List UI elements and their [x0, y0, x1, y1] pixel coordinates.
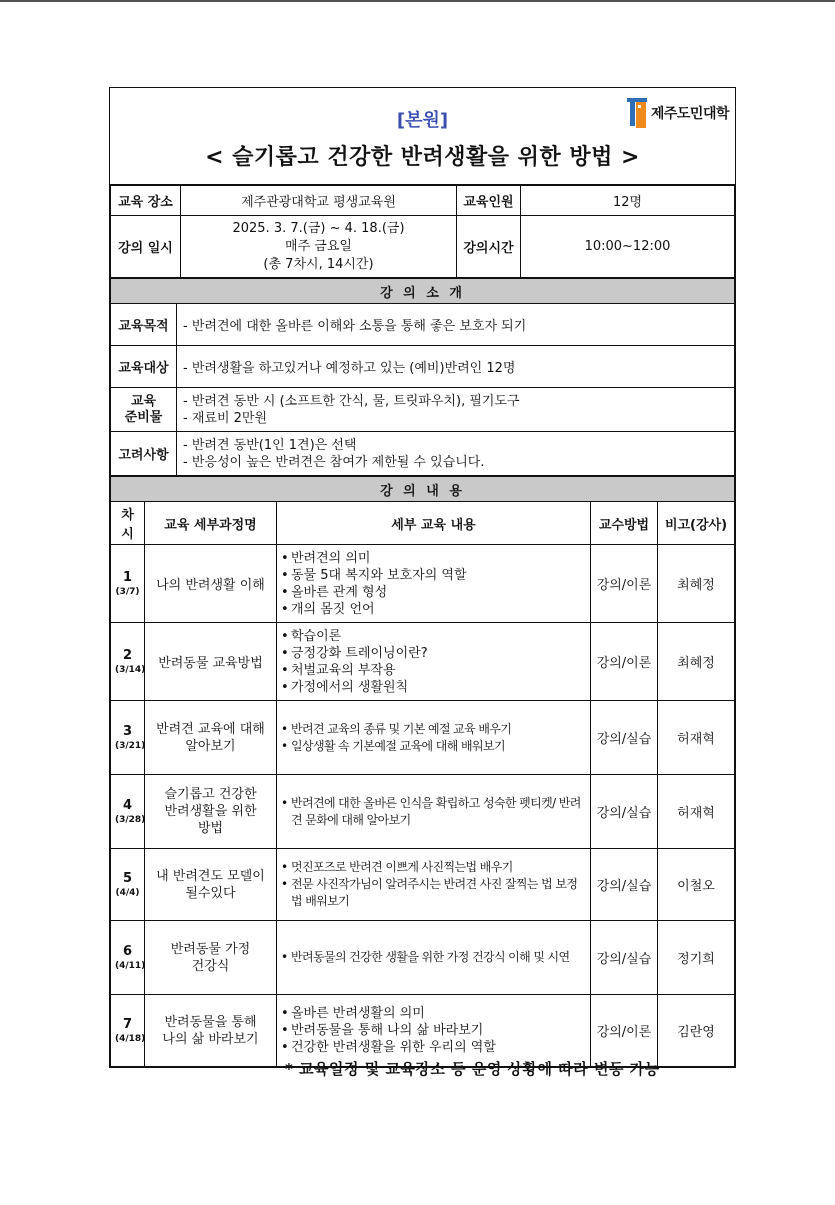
course-line: 반려동물을 통해 [164, 1014, 257, 1030]
teaching-method: 강의/실습 [591, 775, 658, 849]
course-line: 방법 [197, 821, 224, 836]
top-border-line [0, 0, 835, 2]
session-no: 2 [122, 648, 133, 663]
list-item: • 멋진포즈로 반려견 이쁘게 사진찍는법 배우기 [281, 859, 586, 876]
session-number [111, 921, 145, 995]
time-value: 10:00~12:00 [521, 216, 735, 278]
branch-label: [본원] [396, 110, 449, 131]
document-header [110, 88, 735, 185]
list-item: • 반려견에 대한 올바른 인식을 확립하고 성숙한 펫티켓/ 반려견 문화에 대해 알아보기 [281, 795, 586, 829]
list-item: • 반려동물을 통해 나의 삶 바라보기 [281, 1022, 586, 1039]
list-item: • 학습이론 [281, 628, 586, 645]
detail-list [281, 795, 586, 829]
purpose-label: 교육목적 [111, 304, 177, 346]
teaching-method: 강의/이론 [591, 545, 658, 623]
list-item: • 동물 5대 복지와 보호자의 역할 [281, 567, 586, 584]
list-item: • 개의 몸짓 언어 [281, 601, 586, 618]
table-row [111, 921, 735, 995]
course-line: 나의 반려생활 이해 [156, 578, 265, 593]
session-date: (4/4) [115, 888, 140, 898]
detail-list [281, 550, 586, 618]
session-number [111, 623, 145, 701]
course-details [277, 701, 591, 775]
info-row-schedule [111, 216, 735, 278]
course-line: 반려생활을 위한 [164, 804, 257, 819]
schedule-line: (총 7차시, 14시간) [263, 256, 374, 272]
list-item: • 반려동물의 건강한 생활을 위한 가정 건강식 이해 및 시연 [281, 949, 586, 966]
teaching-method: 강의/실습 [591, 701, 658, 775]
course-line: 내 반려견도 모델이 [156, 868, 265, 884]
session-number [111, 995, 145, 1067]
session-number [111, 701, 145, 775]
page-title: < 슬기롭고 건강한 반려생활을 위한 방법 > [205, 145, 640, 170]
session-no: 7 [122, 1017, 133, 1032]
session-no: 1 [122, 570, 133, 585]
teaching-method: 강의/실습 [591, 921, 658, 995]
session-number [111, 545, 145, 623]
prep-value [177, 388, 735, 432]
course-name [145, 849, 277, 921]
session-no: 6 [122, 944, 133, 959]
teaching-method: 강의/이론 [591, 995, 658, 1067]
session-date: (3/7) [115, 587, 140, 597]
capacity-label: 교육인원 [457, 186, 521, 216]
column-header-session: 차시 [111, 502, 145, 545]
content-table [110, 476, 735, 1067]
session-number [111, 849, 145, 921]
teaching-method: 강의/이론 [591, 623, 658, 701]
session-date: (4/11) [115, 961, 146, 971]
instructor-name: 허재혁 [658, 775, 735, 849]
target-label: 교육대상 [111, 346, 177, 388]
list-item: • 반려견의 의미 [281, 550, 586, 567]
course-line: 반려동물 가정 [170, 941, 251, 957]
prep-label [111, 388, 177, 432]
column-header-course: 교육 세부과정명 [145, 502, 277, 545]
content-section-header [111, 477, 735, 502]
course-document [109, 87, 736, 1068]
intro-section-title: 강 의 소 개 [111, 279, 735, 304]
instructor-name: 허재혁 [658, 701, 735, 775]
content-section-title: 강 의 내 용 [111, 477, 735, 502]
detail-list [281, 628, 586, 696]
logo-text: 제주도민대학 [650, 106, 729, 122]
session-no: 4 [122, 798, 133, 813]
instructor-name: 김란영 [658, 995, 735, 1067]
intro-table [110, 278, 735, 476]
session-date: (3/14) [115, 665, 146, 675]
column-header-method: 교수방법 [591, 502, 658, 545]
course-details [277, 921, 591, 995]
prep-label-line: 준비물 [124, 409, 163, 425]
content-header-row [111, 502, 735, 545]
course-name [145, 623, 277, 701]
teaching-method: 강의/실습 [591, 849, 658, 921]
purpose-value: - 반려견에 대한 올바른 이해와 소통을 통해 좋은 보호자 되기 [177, 304, 735, 346]
intro-row-target [111, 346, 735, 388]
list-item: • 일상생활 속 기본예절 교육에 대해 배워보기 [281, 738, 586, 755]
prep-label-line: 교육 [130, 393, 157, 409]
column-header-details: 세부 교육 내용 [277, 502, 591, 545]
prep-line: - 재료비 2만원 [183, 410, 268, 426]
capacity-value: 12명 [521, 186, 735, 216]
course-line: 건강식 [191, 958, 230, 974]
list-item: • 처벌교육의 부작용 [281, 662, 586, 679]
list-item: • 반려견 교육의 종류 및 기본 예절 교육 배우기 [281, 721, 586, 738]
notes-line: - 반응성이 높은 반려견은 참여가 제한될 수 있습니다. [183, 454, 485, 470]
table-row [111, 849, 735, 921]
prep-line: - 반려견 동반 시 (소프트한 간식, 물, 트릿파우치), 필기도구 [183, 393, 520, 409]
instructor-name: 정기희 [658, 921, 735, 995]
detail-list [281, 1005, 586, 1056]
course-details [277, 545, 591, 623]
instructor-name: 최혜정 [658, 623, 735, 701]
course-name [145, 921, 277, 995]
list-item: • 전문 사진작가님이 알려주시는 반려견 사진 잘찍는 법 보정법 배워보기 [281, 876, 586, 910]
list-item: • 건강한 반려생활을 위한 우리의 역할 [281, 1039, 586, 1056]
table-row [111, 995, 735, 1067]
course-line: 반려동물 교육방법 [158, 656, 263, 671]
info-table [110, 185, 735, 278]
notes-value [177, 432, 735, 476]
intro-row-notes [111, 432, 735, 476]
course-line: 슬기롭고 건강한 [164, 787, 257, 802]
schedule-line: 매주 금요일 [285, 238, 352, 254]
table-row [111, 775, 735, 849]
course-details [277, 995, 591, 1067]
column-header-instructor: 비고(강사) [658, 502, 735, 545]
schedule-change-footnote: * 교육일정 및 교육장소 등 운영 상황에 따라 변동 가능 [285, 1060, 660, 1078]
instructor-name: 최혜정 [658, 545, 735, 623]
place-value: 제주관광대학교 평생교육원 [181, 186, 457, 216]
session-date: (3/21) [115, 741, 146, 751]
session-number [111, 775, 145, 849]
course-line: 알아보기 [185, 738, 236, 754]
notes-label: 고려사항 [111, 432, 177, 476]
table-row [111, 623, 735, 701]
session-no: 5 [122, 871, 133, 886]
place-label: 교육 장소 [111, 186, 181, 216]
course-name [145, 545, 277, 623]
detail-list [281, 949, 586, 966]
schedule-label: 강의 일시 [111, 216, 181, 278]
course-details [277, 849, 591, 921]
course-line: 반려견 교육에 대해 [156, 721, 265, 737]
course-name [145, 775, 277, 849]
detail-list [281, 721, 586, 755]
table-row [111, 701, 735, 775]
course-details [277, 623, 591, 701]
schedule-line: 2025. 3. 7.(금) ~ 4. 18.(금) [232, 220, 405, 236]
list-item: • 긍정강화 트레이닝이란? [281, 645, 586, 662]
course-line: 나의 삶 바라보기 [162, 1031, 259, 1047]
intro-section-header [111, 279, 735, 304]
notes-line: - 반려견 동반(1인 1견)은 선택 [183, 437, 357, 453]
time-label: 강의시간 [457, 216, 521, 278]
info-row-place [111, 186, 735, 216]
instructor-name: 이철오 [658, 849, 735, 921]
table-row [111, 545, 735, 623]
intro-row-purpose [111, 304, 735, 346]
schedule-value [181, 216, 457, 278]
course-line: 될수있다 [185, 885, 236, 901]
course-name [145, 995, 277, 1067]
session-date: (4/18) [115, 1034, 146, 1044]
list-item: • 올바른 반려생활의 의미 [281, 1005, 586, 1022]
list-item: • 올바른 관계 형성 [281, 584, 586, 601]
detail-list [281, 859, 586, 910]
target-value: - 반려생활을 하고있거나 예정하고 있는 (예비)반려인 12명 [177, 346, 735, 388]
session-date: (3/28) [115, 815, 146, 825]
session-no: 3 [122, 724, 133, 739]
jeju-citizens-university-logo-icon [627, 96, 649, 130]
logo [627, 96, 729, 130]
course-name [145, 701, 277, 775]
course-details [277, 775, 591, 849]
intro-row-prep [111, 388, 735, 432]
list-item: • 가정에서의 생활원칙 [281, 679, 586, 696]
